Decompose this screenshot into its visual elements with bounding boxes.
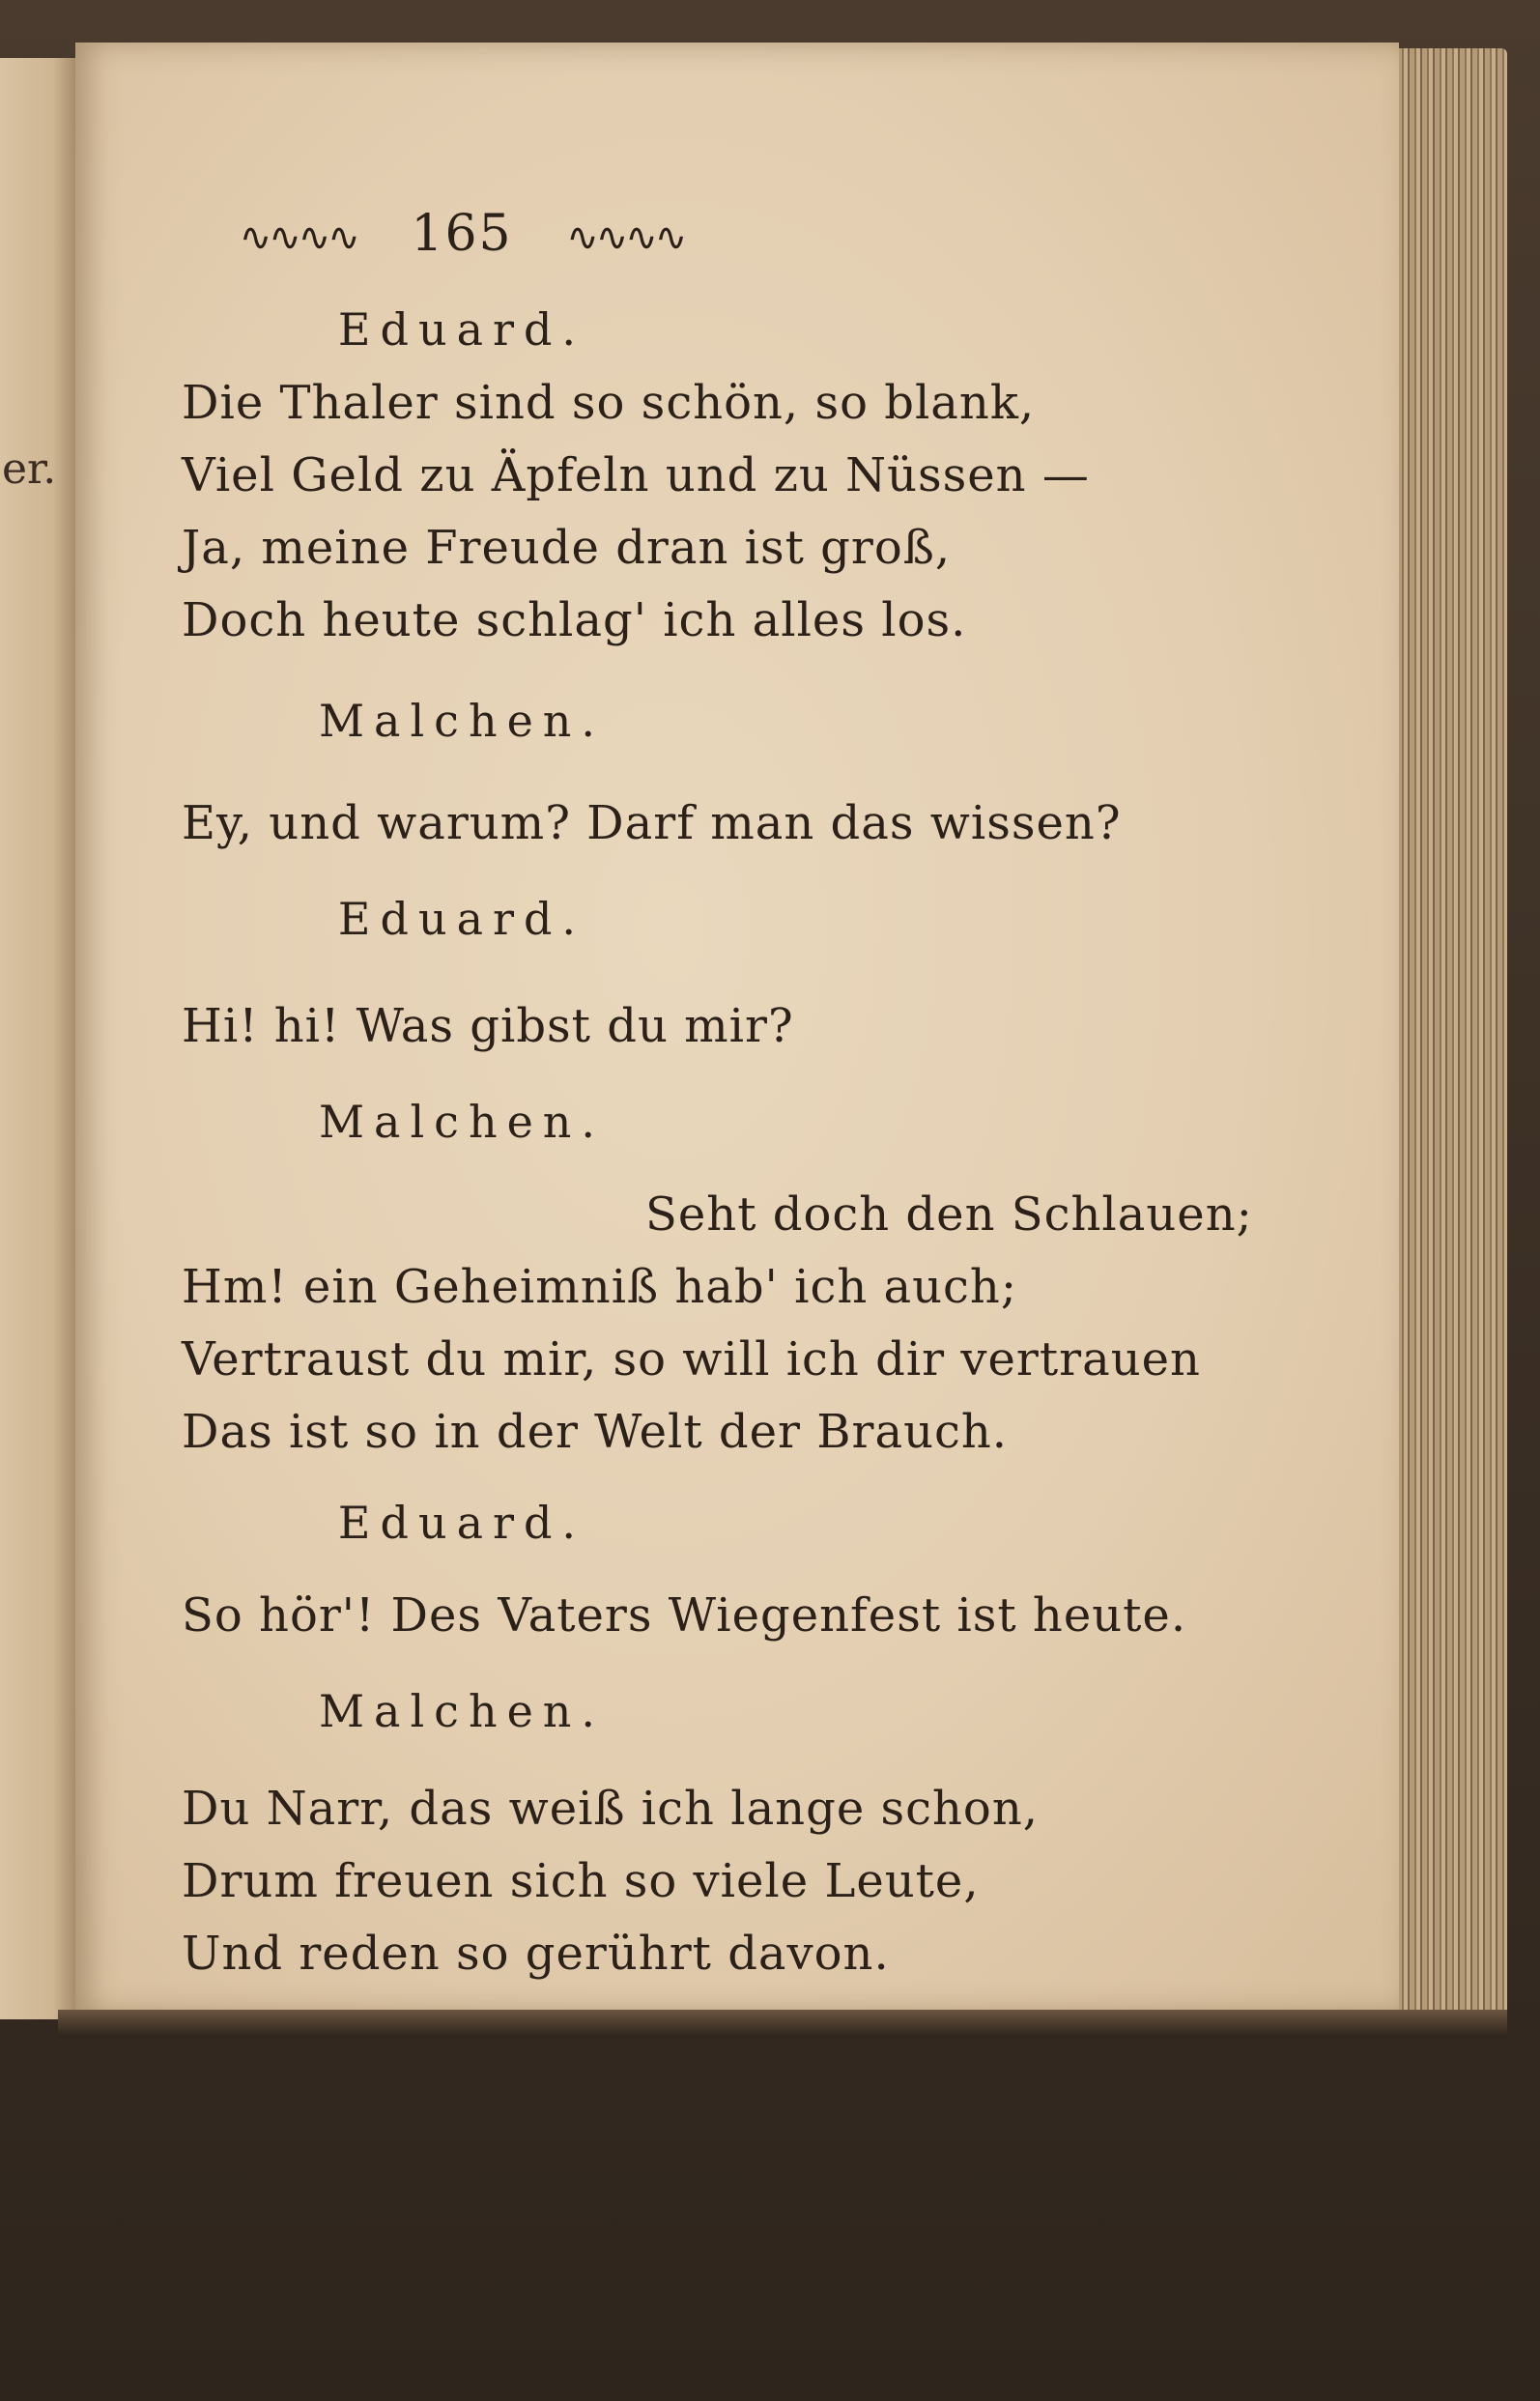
verse-line: Und reden so gerührt davon. [182, 1927, 890, 1981]
speaker-name: Malchen. [318, 1096, 606, 1148]
verse-line: Seht doch den Schlauen; [645, 1187, 1253, 1242]
speaker-name: Malchen. [318, 695, 606, 747]
verse-line: Viel Geld zu Äpfeln und zu Nüssen — [182, 448, 1090, 502]
speaker-name: Eduard. [337, 893, 586, 945]
speaker-name: Malchen. [318, 1685, 606, 1737]
verse-line: So hör'! Des Vaters Wiegenfest ist heute. [182, 1588, 1187, 1643]
verse-line: Du Narr, das weiß ich lange schon, [182, 1782, 1039, 1836]
verse-line: Drum freuen sich so viele Leute, [182, 1854, 980, 1908]
left-page-edge [0, 58, 75, 2019]
verse-line: Die Thaler sind so schön, so blank, [182, 376, 1036, 430]
verse-line: Vertraust du mir, so will ich dir vertrauen [182, 1332, 1201, 1386]
verse-line: Ey, und warum? Darf man das wissen? [182, 796, 1122, 850]
verse-line: Hm! ein Geheimniß hab' ich auch; [182, 1260, 1017, 1314]
left-page-text-fragment: er. [2, 444, 57, 494]
left-ornament-icon: ∿∿∿∿ [239, 215, 357, 260]
speaker-name: Eduard. [337, 303, 586, 356]
verse-line: Das ist so in der Welt der Brauch. [182, 1405, 1009, 1459]
page-content [75, 43, 1399, 2014]
verse-line: Doch heute schlag' ich alles los. [182, 593, 967, 647]
speaker-name: Eduard. [337, 1497, 586, 1549]
right-ornament-icon: ∿∿∿∿ [566, 215, 685, 260]
book-bottom-edge [58, 2010, 1507, 2037]
page-number: 165 [411, 205, 513, 263]
page-header [75, 205, 848, 263]
verse-line: Hi! hi! Was gibst du mir? [182, 999, 794, 1053]
verse-line: Ja, meine Freude dran ist groß, [182, 521, 952, 575]
